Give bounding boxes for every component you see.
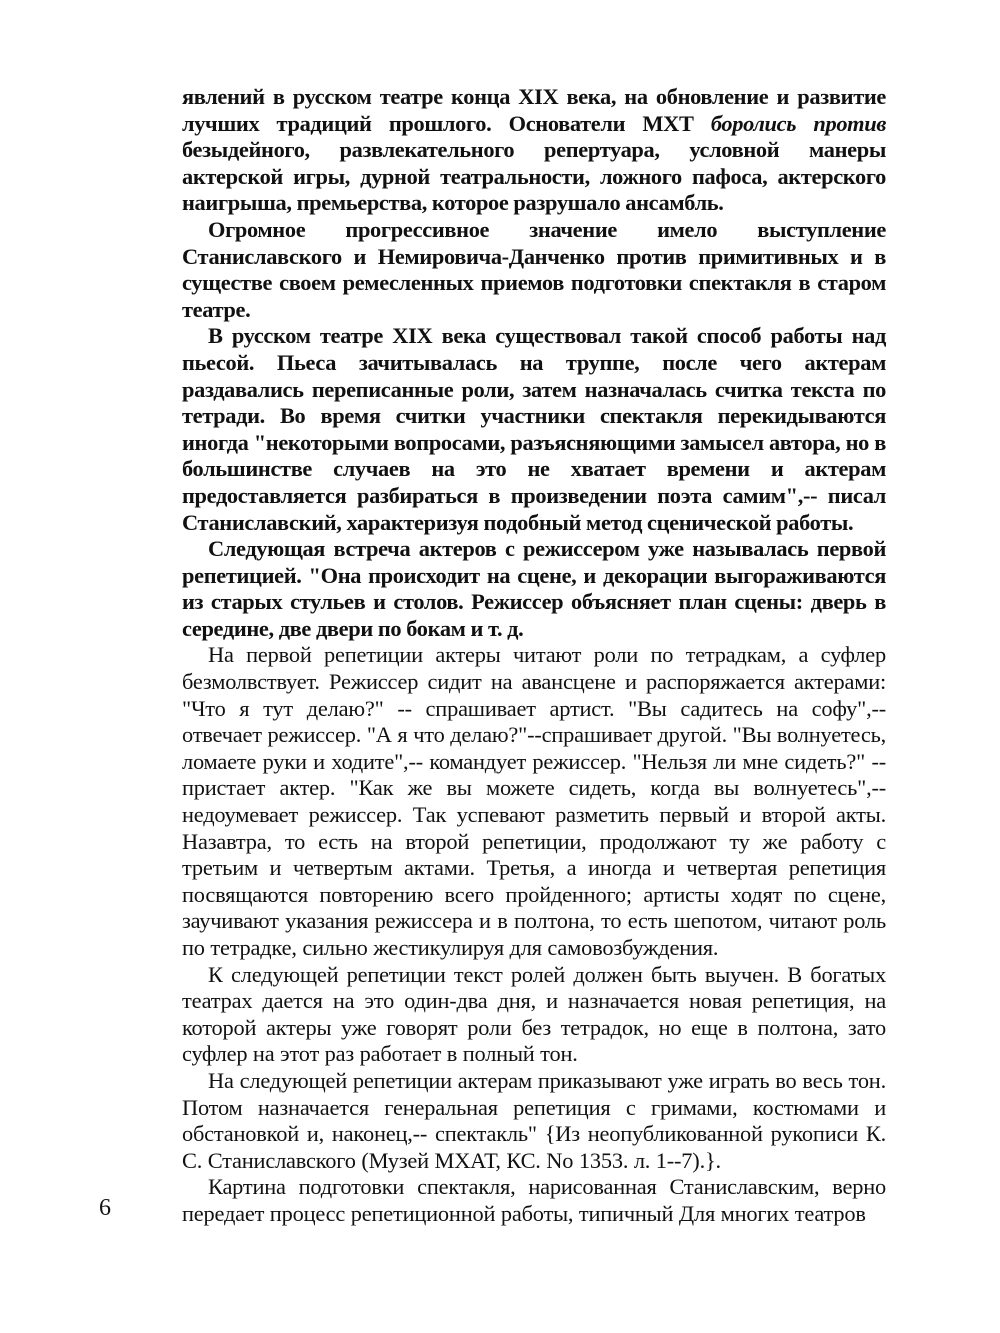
paragraph-1-italic-emphasis: боролись против [710, 110, 886, 136]
paragraph-6: К следующей репетиции текст ролей должен быть выучен. В богатых театрах дается на это один-два дня, и назначается новая репетиция, на которой актеры уже говорят роли без тетрадок, но еще в полтона, зато суфлер на этот раз работает в полный тон. [182, 961, 886, 1067]
page-number: 6 [99, 1195, 111, 1221]
paragraph-7: На следующей репетиции актерам приказывают уже играть во весь тон. Потом назначается генеральная репетиция с гримами, костюмами и обстановкой и, наконец,-- спектакль" {Из неопубликованной рукописи К. С. Станиславского (Музей МХАТ, КС. No 1353. л. 1--7).}. [182, 1067, 886, 1173]
paragraph-3: В русском театре XIX века существовал такой способ работы над пьесой. Пьеса зачитывалась на труппе, после чего актерам раздавались переписанные роли, затем назначалась считка текста по тетради. Во время считки участники спектакля перекидываются иногда "некоторыми вопросами, разъясняющими замысел автора, но в большинстве случаев на это не хватает времени и актерам предоставляется разбираться в произведении поэта самим",-- писал Станиславский, характеризуя подобный метод сценической работы. [182, 323, 886, 535]
paragraph-1 [182, 84, 886, 217]
paragraph-4: Следующая встреча актеров с режиссером уже называлась первой репетицией. "Она происходит на сцене, и декорации выгораживаются из старых стульев и столов. Режиссер объясняет план сцены: дверь в середине, две двери по бокам и т. д. [182, 536, 886, 641]
paragraph-1-text-before-italic: явлений в русском театре конца XIX века, на обновление и развитие лучших традиций прошлого. Основатели МХТ [182, 84, 886, 136]
paragraph-5: На первой репетиции актеры читают роли по тетрадкам, а суфлер безмолвствует. Режиссер сидит на авансцене и распоряжается актерами: "Что я тут делаю?" -- спрашивает артист. "Вы садитесь на софу",-- отвечает режиссер. "А я что делаю?"--спрашивает другой. "Вы волнуетесь, ломаете руки и ходите",-- командует режиссер. "Нельзя ли мне сидеть?" -- пристает актер. "Как же вы можете сидеть, когда вы волнуетесь",-- недоумевает режиссер. Так успевают разметить первый и второй акты. Назавтра, то есть на второй репетиции, продолжают ту же работу с третьим и четвертым актами. Третья, а иногда и четвертая репетиция посвящаются повторению всего пройденного; артисты ходят по сцене, заучивают указания режиссера и в полтона, то есть шепотом, читают роль по тетрадке, сильно жестикулируя для самовозбуждения. [182, 642, 886, 960]
paragraph-2: Огромное прогрессивное значение имело выступление Станиславского и Немировича-Данченко против примитивных и в существе своем ремесленных приемов подготовки спектакля в старом театре. [182, 216, 886, 322]
paragraph-8: Картина подготовки спектакля, нарисованная Станиславским, верно передает процесс репетиционной работы, типичный Для многих театров [182, 1174, 886, 1226]
paragraph-1-text-after-italic: безыдейного, развлекательного репертуара, условной манеры актерской игры, дурной театральности, ложного пафоса, актерского наигрыша, премьерства, которое разрушало ансамбль. [182, 137, 886, 216]
body-text-column [182, 84, 886, 1228]
